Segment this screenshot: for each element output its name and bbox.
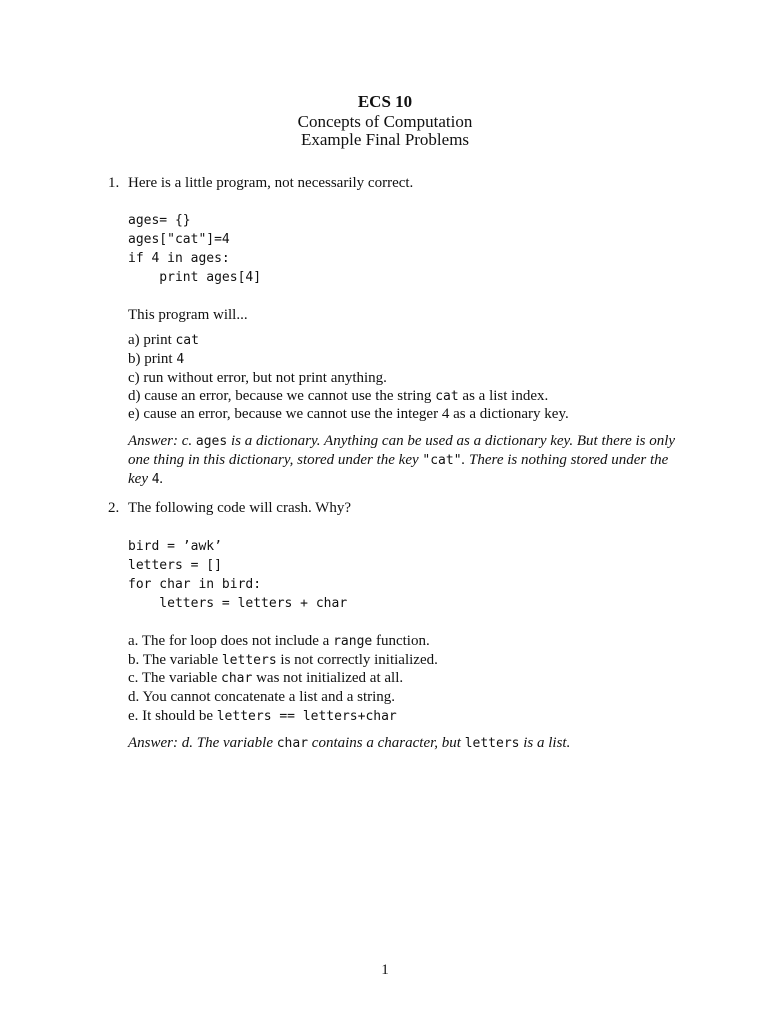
q2-code-line-1: bird = ’awk’ [128, 539, 222, 554]
q1-code-line-3: if 4 in ages: [128, 251, 230, 266]
question-1-prompt: Here is a little program, not necessarily correct. [128, 175, 414, 191]
course-subtitle: Concepts of Computation [297, 112, 473, 131]
document-title: Example Final Problems [300, 130, 470, 149]
q1-option-b: b) print 4 [128, 351, 185, 367]
q1-option-d: d) cause an error, because we cannot use the string cat as a list index. [128, 388, 549, 404]
q1-code-line-4: print ages[4] [128, 270, 262, 285]
question-2-number: 2. [108, 500, 120, 516]
q1-code-line-2: ages["cat"]=4 [128, 232, 230, 247]
q2-option-a: a. The for loop does not include a range function. [128, 633, 430, 649]
q1-option-e: e) cause an error, because we cannot use the integer 4 as a dictionary key. [128, 406, 569, 422]
question-2-prompt: The following code will crash. Why? [128, 500, 351, 516]
page-number: 1 [381, 962, 389, 978]
q2-code-line-2: letters = [] [128, 558, 222, 573]
q2-option-d: d. You cannot concatenate a list and a string. [128, 689, 396, 705]
q2-option-b: b. The variable letters is not correctly initialized. [128, 652, 438, 668]
q2-option-c: c. The variable char was not initialized at all. [128, 670, 404, 686]
q2-option-e: e. It should be letters == letters+char [128, 708, 397, 724]
q1-option-a: a) print cat [128, 332, 199, 348]
q2-code-line-4: letters = letters + char [128, 596, 348, 611]
q2-code-line-3: for char in bird: [128, 577, 262, 592]
question-1-number: 1. [108, 175, 120, 191]
q1-lead: This program will... [128, 307, 248, 323]
q1-option-c: c) run without error, but not print anything. [128, 370, 387, 386]
course-code: ECS 10 [357, 92, 413, 111]
q1-answer: Answer: c. ages is a dictionary. Anything can be used as a dictionary key. But there is only one thing in this dictionary, stored under the key "cat". There is nothing stored under the key 4. [128, 433, 676, 487]
q1-code-line-1: ages= {} [128, 213, 191, 228]
q2-answer: Answer: d. The variable char contains a character, but letters is a list. [128, 735, 571, 751]
